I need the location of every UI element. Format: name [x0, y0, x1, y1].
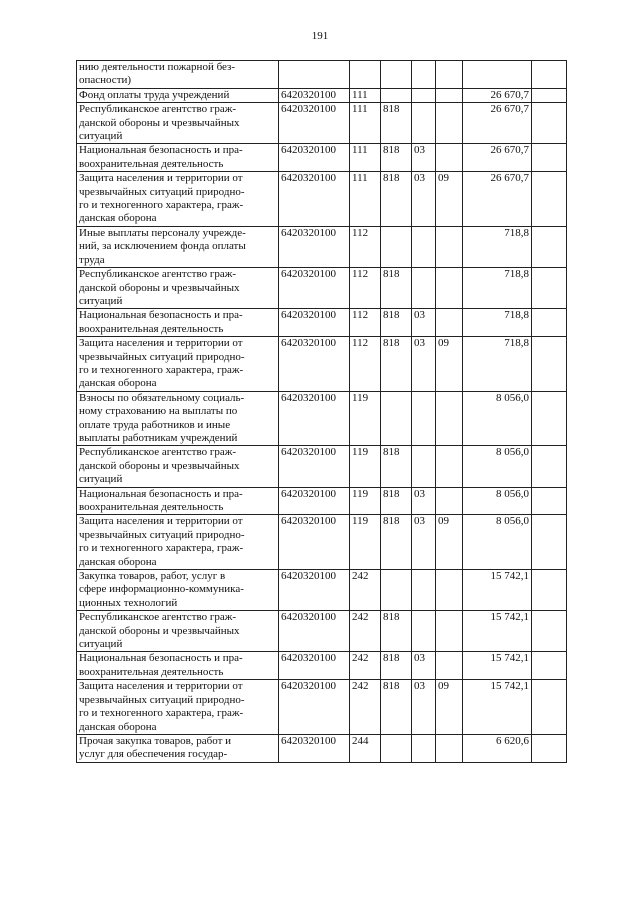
manager-code-cell: 818 — [381, 103, 412, 144]
target-article-code-cell: 6420320100 — [279, 570, 350, 611]
expense-type-code-cell: 111 — [350, 144, 381, 172]
expense-type-code-cell: 111 — [350, 103, 381, 144]
subsection-code-cell: 09 — [436, 680, 463, 735]
table-row — [77, 734, 567, 762]
subsection-code-cell — [436, 61, 463, 89]
section-code-cell — [412, 391, 436, 446]
target-article-code-cell: 6420320100 — [279, 309, 350, 337]
manager-code-cell — [381, 88, 412, 102]
amount-cell: 26 670,7 — [463, 103, 532, 144]
amount-cell: 26 670,7 — [463, 88, 532, 102]
manager-code-cell: 818 — [381, 611, 412, 652]
section-code-cell: 03 — [412, 680, 436, 735]
manager-code-cell: 818 — [381, 309, 412, 337]
expense-type-code-cell: 242 — [350, 652, 381, 680]
row-name-cell: Республиканское агентство граж- данской обороны и чрезвычайных ситуаций — [77, 611, 279, 652]
target-article-code-cell: 6420320100 — [279, 337, 350, 392]
target-article-code-cell: 6420320100 — [279, 487, 350, 515]
table-row — [77, 226, 567, 267]
manager-code-cell: 818 — [381, 337, 412, 392]
table-row — [77, 309, 567, 337]
table-row — [77, 446, 567, 487]
table-row — [77, 570, 567, 611]
empty-column-cell — [532, 652, 567, 680]
subsection-code-cell — [436, 226, 463, 267]
row-name-cell: Национальная безопасность и пра- воохранительная деятельность — [77, 487, 279, 515]
expense-type-code-cell: 242 — [350, 570, 381, 611]
empty-column-cell — [532, 515, 567, 570]
subsection-code-cell — [436, 309, 463, 337]
table-row — [77, 611, 567, 652]
manager-code-cell — [381, 61, 412, 89]
expense-type-code-cell: 112 — [350, 226, 381, 267]
amount-cell: 6 620,6 — [463, 734, 532, 762]
expense-type-code-cell: 119 — [350, 487, 381, 515]
amount-cell: 15 742,1 — [463, 611, 532, 652]
empty-column-cell — [532, 144, 567, 172]
target-article-code-cell: 6420320100 — [279, 268, 350, 309]
target-article-code-cell — [279, 61, 350, 89]
target-article-code-cell: 6420320100 — [279, 103, 350, 144]
manager-code-cell — [381, 734, 412, 762]
section-code-cell — [412, 611, 436, 652]
empty-column-cell — [532, 172, 567, 227]
subsection-code-cell — [436, 734, 463, 762]
amount-cell: 718,8 — [463, 268, 532, 309]
row-name-cell: Защита населения и территории от чрезвычайных ситуаций природно- го и техногенного характера, граж- данская оборона — [77, 515, 279, 570]
manager-code-cell: 818 — [381, 268, 412, 309]
target-article-code-cell: 6420320100 — [279, 680, 350, 735]
subsection-code-cell — [436, 268, 463, 309]
section-code-cell — [412, 61, 436, 89]
row-name-cell: Прочая закупка товаров, работ и услуг для обеспечения государ- — [77, 734, 279, 762]
target-article-code-cell: 6420320100 — [279, 88, 350, 102]
row-name-cell: Фонд оплаты труда учреждений — [77, 88, 279, 102]
amount-cell: 8 056,0 — [463, 487, 532, 515]
subsection-code-cell — [436, 103, 463, 144]
row-name-cell: Закупка товаров, работ, услуг в сфере информационно-коммуника- ционных технологий — [77, 570, 279, 611]
subsection-code-cell: 09 — [436, 172, 463, 227]
expense-type-code-cell: 111 — [350, 172, 381, 227]
row-name-cell: Республиканское агентство граж- данской обороны и чрезвычайных ситуаций — [77, 103, 279, 144]
target-article-code-cell: 6420320100 — [279, 446, 350, 487]
amount-cell: 8 056,0 — [463, 391, 532, 446]
subsection-code-cell — [436, 88, 463, 102]
row-name-cell: Защита населения и территории от чрезвычайных ситуаций природно- го и техногенного характера, граж- данская оборона — [77, 680, 279, 735]
table-row — [77, 391, 567, 446]
row-name-cell: Национальная безопасность и пра- воохранительная деятельность — [77, 309, 279, 337]
target-article-code-cell: 6420320100 — [279, 172, 350, 227]
table-row — [77, 88, 567, 102]
budget-table-body — [77, 61, 567, 763]
table-row — [77, 515, 567, 570]
expense-type-code-cell: 112 — [350, 268, 381, 309]
subsection-code-cell — [436, 652, 463, 680]
expense-type-code-cell: 119 — [350, 446, 381, 487]
row-name-cell: нию деятельности пожарной без- опасности) — [77, 61, 279, 89]
section-code-cell: 03 — [412, 487, 436, 515]
amount-cell: 15 742,1 — [463, 652, 532, 680]
empty-column-cell — [532, 103, 567, 144]
manager-code-cell: 818 — [381, 144, 412, 172]
target-article-code-cell: 6420320100 — [279, 226, 350, 267]
table-row — [77, 61, 567, 89]
empty-column-cell — [532, 570, 567, 611]
section-code-cell: 03 — [412, 144, 436, 172]
section-code-cell: 03 — [412, 515, 436, 570]
manager-code-cell: 818 — [381, 652, 412, 680]
expense-type-code-cell: 119 — [350, 515, 381, 570]
table-row — [77, 144, 567, 172]
amount-cell: 26 670,7 — [463, 144, 532, 172]
amount-cell: 8 056,0 — [463, 515, 532, 570]
row-name-cell: Защита населения и территории от чрезвычайных ситуаций природно- го и техногенного характера, граж- данская оборона — [77, 337, 279, 392]
manager-code-cell: 818 — [381, 172, 412, 227]
manager-code-cell — [381, 570, 412, 611]
page-number: 191 — [311, 30, 329, 42]
subsection-code-cell: 09 — [436, 515, 463, 570]
section-code-cell: 03 — [412, 652, 436, 680]
empty-column-cell — [532, 734, 567, 762]
table-row — [77, 172, 567, 227]
row-name-cell: Иные выплаты персоналу учрежде- ний, за исключением фонда оплаты труда — [77, 226, 279, 267]
row-name-cell: Национальная безопасность и пра- воохранительная деятельность — [77, 652, 279, 680]
amount-cell: 15 742,1 — [463, 570, 532, 611]
empty-column-cell — [532, 487, 567, 515]
row-name-cell: Защита населения и территории от чрезвычайных ситуаций природно- го и техногенного характера, граж- данская оборона — [77, 172, 279, 227]
table-row — [77, 268, 567, 309]
amount-cell: 718,8 — [463, 226, 532, 267]
expense-type-code-cell: 242 — [350, 680, 381, 735]
section-code-cell — [412, 570, 436, 611]
target-article-code-cell: 6420320100 — [279, 391, 350, 446]
empty-column-cell — [532, 680, 567, 735]
empty-column-cell — [532, 309, 567, 337]
target-article-code-cell: 6420320100 — [279, 144, 350, 172]
manager-code-cell: 818 — [381, 487, 412, 515]
section-code-cell — [412, 446, 436, 487]
manager-code-cell: 818 — [381, 680, 412, 735]
row-name-cell: Республиканское агентство граж- данской обороны и чрезвычайных ситуаций — [77, 446, 279, 487]
section-code-cell: 03 — [412, 309, 436, 337]
subsection-code-cell — [436, 391, 463, 446]
amount-cell: 8 056,0 — [463, 446, 532, 487]
empty-column-cell — [532, 268, 567, 309]
subsection-code-cell: 09 — [436, 337, 463, 392]
subsection-code-cell — [436, 570, 463, 611]
expense-type-code-cell: 112 — [350, 309, 381, 337]
subsection-code-cell — [436, 446, 463, 487]
subsection-code-cell — [436, 611, 463, 652]
manager-code-cell — [381, 391, 412, 446]
manager-code-cell: 818 — [381, 446, 412, 487]
row-name-cell: Национальная безопасность и пра- воохранительная деятельность — [77, 144, 279, 172]
empty-column-cell — [532, 88, 567, 102]
empty-column-cell — [532, 226, 567, 267]
table-row — [77, 337, 567, 392]
section-code-cell: 03 — [412, 172, 436, 227]
subsection-code-cell — [436, 144, 463, 172]
expense-type-code-cell: 244 — [350, 734, 381, 762]
target-article-code-cell: 6420320100 — [279, 652, 350, 680]
target-article-code-cell: 6420320100 — [279, 734, 350, 762]
amount-cell — [463, 61, 532, 89]
subsection-code-cell — [436, 487, 463, 515]
row-name-cell: Взносы по обязательному социаль- ному страхованию на выплаты по оплате труда работников и иные выплаты работникам учреждений — [77, 391, 279, 446]
expense-type-code-cell: 242 — [350, 611, 381, 652]
empty-column-cell — [532, 611, 567, 652]
target-article-code-cell: 6420320100 — [279, 515, 350, 570]
table-row — [77, 487, 567, 515]
amount-cell: 718,8 — [463, 309, 532, 337]
section-code-cell — [412, 103, 436, 144]
table-row — [77, 680, 567, 735]
section-code-cell: 03 — [412, 337, 436, 392]
table-row — [77, 103, 567, 144]
section-code-cell — [412, 226, 436, 267]
section-code-cell — [412, 268, 436, 309]
target-article-code-cell: 6420320100 — [279, 611, 350, 652]
empty-column-cell — [532, 61, 567, 89]
section-code-cell — [412, 734, 436, 762]
expense-type-code-cell: 119 — [350, 391, 381, 446]
manager-code-cell: 818 — [381, 515, 412, 570]
amount-cell: 26 670,7 — [463, 172, 532, 227]
empty-column-cell — [532, 391, 567, 446]
budget-table — [76, 60, 567, 763]
empty-column-cell — [532, 446, 567, 487]
row-name-cell: Республиканское агентство граж- данской обороны и чрезвычайных ситуаций — [77, 268, 279, 309]
amount-cell: 718,8 — [463, 337, 532, 392]
empty-column-cell — [532, 337, 567, 392]
expense-type-code-cell: 112 — [350, 337, 381, 392]
expense-type-code-cell — [350, 61, 381, 89]
expense-type-code-cell: 111 — [350, 88, 381, 102]
table-row — [77, 652, 567, 680]
section-code-cell — [412, 88, 436, 102]
amount-cell: 15 742,1 — [463, 680, 532, 735]
manager-code-cell — [381, 226, 412, 267]
